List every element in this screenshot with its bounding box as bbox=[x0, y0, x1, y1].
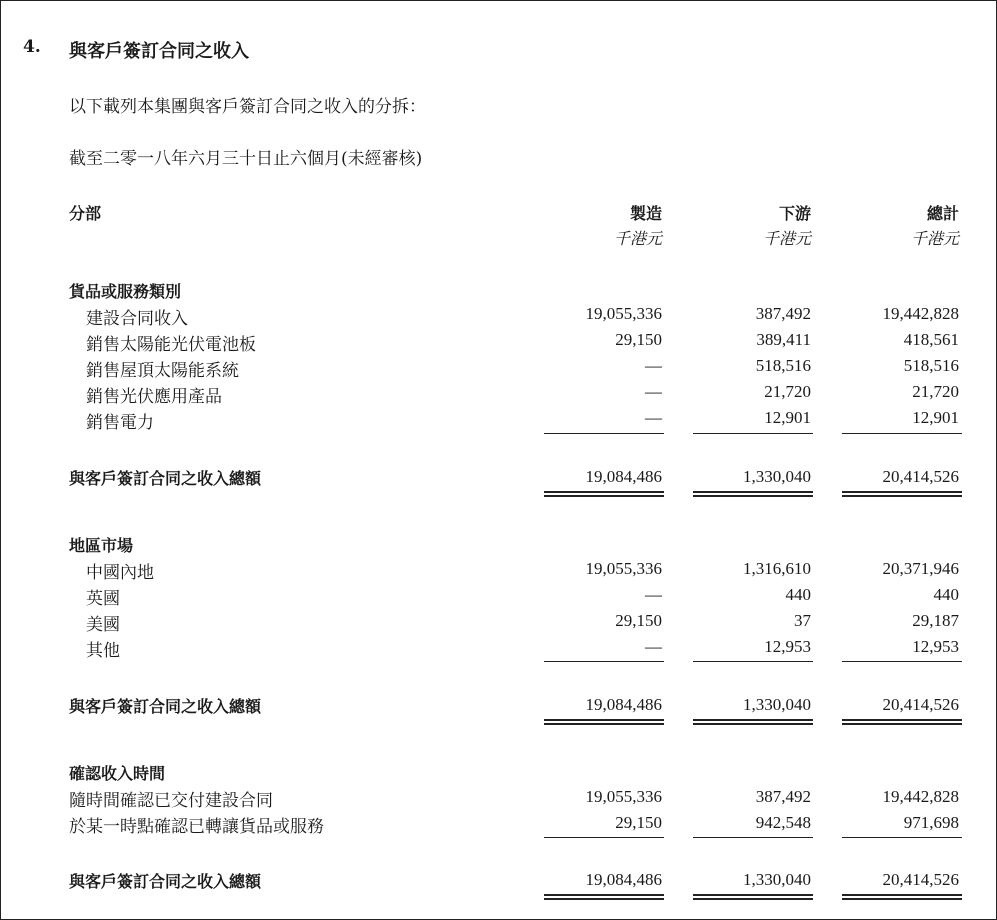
total-manufacturing: 19,084,486 bbox=[585, 870, 662, 889]
row-label: 美國 bbox=[86, 615, 120, 635]
row-label: 銷售屋頂太陽能系統 bbox=[86, 361, 239, 381]
cell-manufacturing: 29,150 bbox=[615, 813, 662, 832]
row-label: 建設合同收入 bbox=[86, 309, 188, 329]
total-row-label: 與客戶簽訂合同之收入總額 bbox=[69, 872, 262, 891]
double-rule bbox=[544, 491, 664, 497]
subtotal-rule bbox=[693, 837, 813, 838]
period-text: 截至二零一八年六月三十日止六個月(未經審核) bbox=[69, 149, 423, 169]
cell-downstream: 942,548 bbox=[755, 813, 811, 832]
cell-downstream: 387,492 bbox=[755, 304, 811, 323]
cell-downstream: 389,411 bbox=[756, 330, 811, 349]
cell-downstream: 21,720 bbox=[764, 382, 811, 401]
total-total: 20,414,526 bbox=[882, 695, 959, 714]
cell-downstream: 37 bbox=[794, 611, 811, 630]
row-label: 銷售光伏應用產品 bbox=[86, 387, 222, 407]
subtotal-rule bbox=[842, 433, 962, 434]
total-manufacturing: 19,084,486 bbox=[585, 695, 662, 714]
cell-manufacturing: — bbox=[645, 356, 662, 375]
double-rule bbox=[842, 894, 962, 900]
subtotal-rule bbox=[544, 837, 664, 838]
cell-manufacturing: 19,055,336 bbox=[585, 304, 662, 323]
cell-total: 12,901 bbox=[912, 408, 959, 427]
subtotal-rule bbox=[544, 433, 664, 434]
subtotal-rule bbox=[693, 433, 813, 434]
cell-manufacturing: — bbox=[645, 408, 662, 427]
total-manufacturing: 19,084,486 bbox=[585, 467, 662, 486]
cell-total: 19,442,828 bbox=[882, 787, 959, 806]
row-label: 中國內地 bbox=[86, 563, 154, 583]
cell-manufacturing: — bbox=[645, 382, 662, 401]
group-title-goods-services: 貨品或服務類別 bbox=[69, 282, 182, 301]
cell-downstream: 12,953 bbox=[764, 637, 811, 656]
total-downstream: 1,330,040 bbox=[743, 467, 811, 486]
double-rule bbox=[544, 719, 664, 725]
row-label: 英國 bbox=[86, 589, 120, 609]
double-rule bbox=[842, 719, 962, 725]
cell-downstream: 12,901 bbox=[764, 408, 811, 427]
cell-total: 440 bbox=[933, 585, 959, 604]
total-total: 20,414,526 bbox=[882, 467, 959, 486]
section-title: 與客戶簽訂合同之收入 bbox=[69, 41, 249, 62]
row-label: 隨時間確認已交付建設合同 bbox=[69, 791, 273, 811]
cell-manufacturing: — bbox=[645, 637, 662, 656]
cell-downstream: 518,516 bbox=[755, 356, 811, 375]
cell-downstream: 1,316,610 bbox=[743, 559, 811, 578]
col-unit-total: 千港元 bbox=[910, 231, 959, 248]
cell-downstream: 440 bbox=[785, 585, 811, 604]
col-header-downstream: 下游 bbox=[778, 206, 811, 223]
col-header-total: 總計 bbox=[926, 206, 959, 223]
cell-total: 12,953 bbox=[912, 637, 959, 656]
total-row-label: 與客戶簽訂合同之收入總額 bbox=[69, 469, 262, 488]
cell-manufacturing: 19,055,336 bbox=[585, 787, 662, 806]
cell-total: 971,698 bbox=[903, 813, 959, 832]
cell-total: 418,561 bbox=[903, 330, 959, 349]
cell-manufacturing: 29,150 bbox=[615, 330, 662, 349]
group-title-geographic-markets: 地區市場 bbox=[69, 536, 134, 555]
col-header-manufacturing: 製造 bbox=[629, 206, 662, 223]
cell-total: 21,720 bbox=[912, 382, 959, 401]
double-rule bbox=[693, 894, 813, 900]
double-rule bbox=[693, 491, 813, 497]
cell-manufacturing: — bbox=[645, 585, 662, 604]
intro-text: 以下載列本集團與客戶簽訂合同之收入的分拆： bbox=[69, 97, 426, 117]
total-downstream: 1,330,040 bbox=[743, 870, 811, 889]
cell-manufacturing: 29,150 bbox=[615, 611, 662, 630]
total-downstream: 1,330,040 bbox=[743, 695, 811, 714]
double-rule bbox=[693, 719, 813, 725]
col-unit-manufacturing: 千港元 bbox=[613, 231, 662, 248]
row-label: 銷售太陽能光伏電池板 bbox=[86, 335, 256, 355]
row-label: 銷售電力 bbox=[86, 413, 154, 433]
segment-header: 分部 bbox=[69, 204, 102, 223]
total-row-label: 與客戶簽訂合同之收入總額 bbox=[69, 697, 262, 716]
cell-downstream: 387,492 bbox=[755, 787, 811, 806]
cell-total: 29,187 bbox=[912, 611, 959, 630]
subtotal-rule bbox=[842, 837, 962, 838]
double-rule bbox=[842, 491, 962, 497]
row-label: 於某一時點確認已轉讓貨品或服務 bbox=[69, 817, 324, 837]
cell-total: 19,442,828 bbox=[882, 304, 959, 323]
subtotal-rule bbox=[842, 661, 962, 662]
group-title-timing-recognition: 確認收入時間 bbox=[69, 764, 166, 783]
section-number: 4. bbox=[23, 37, 41, 57]
cell-total: 20,371,946 bbox=[882, 559, 959, 578]
col-unit-downstream: 千港元 bbox=[762, 231, 811, 248]
cell-total: 518,516 bbox=[903, 356, 959, 375]
subtotal-rule bbox=[693, 661, 813, 662]
total-total: 20,414,526 bbox=[882, 870, 959, 889]
row-label: 其他 bbox=[86, 641, 120, 661]
cell-manufacturing: 19,055,336 bbox=[585, 559, 662, 578]
double-rule bbox=[544, 894, 664, 900]
subtotal-rule bbox=[544, 661, 664, 662]
